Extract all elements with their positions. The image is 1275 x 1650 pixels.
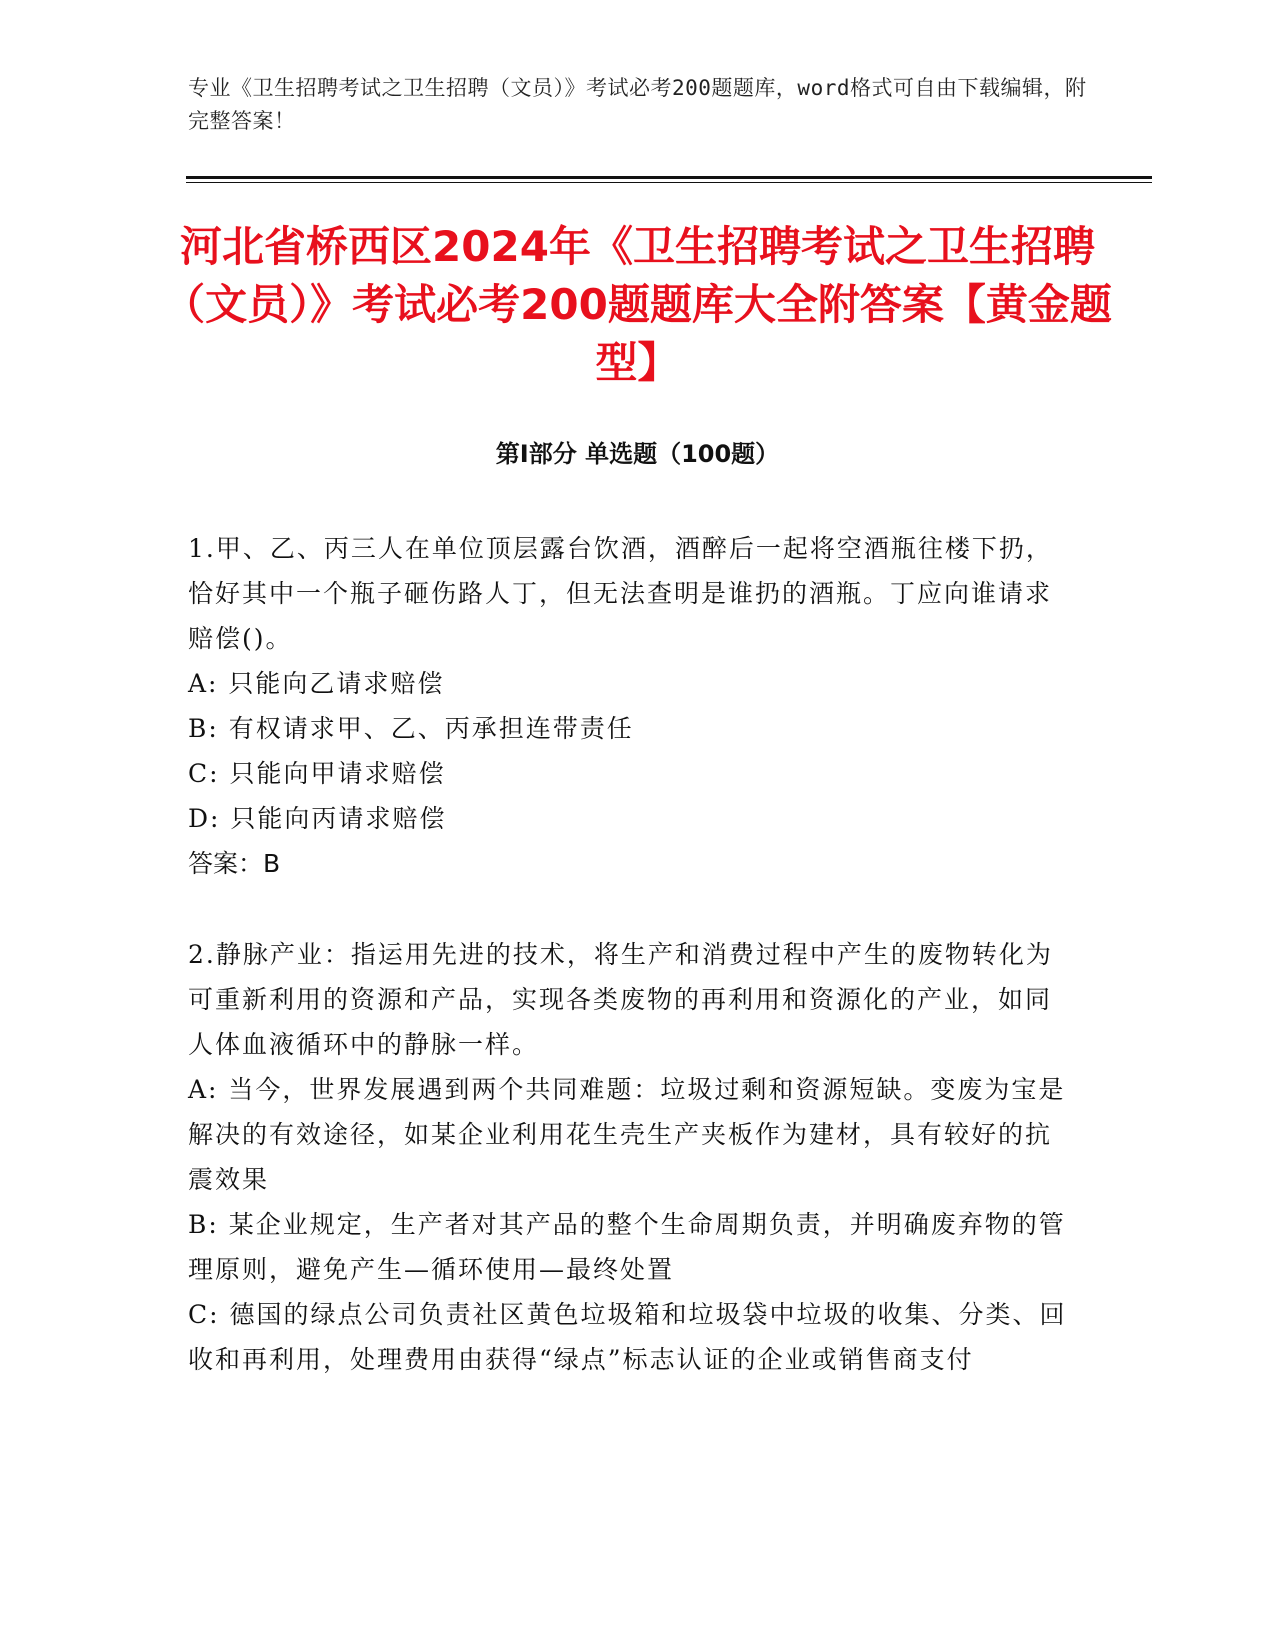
option-a: A: 只能向乙请求赔偿 [188, 669, 445, 698]
header-divider-thin [186, 182, 1152, 183]
document-title: 河北省桥西区2024年《卫生招聘考试之卫生招聘（文员）》考试必考200题题库大全附答案【黄金题型】 [163, 222, 1112, 387]
option-a: A: 当今，世界发展遇到两个共同难题：垃圾过剩和资源短缺。变废为宝是解决的有效途径，如某企业利用花生壳生产夹板作为建材，具有较好的抗震效果 [188, 1075, 1066, 1194]
question-2 [188, 932, 1073, 1382]
answer: 答案：B [188, 849, 281, 878]
question-text: 1.甲、乙、丙三人在单位顶层露台饮酒，酒醉后一起将空酒瓶往楼下扔，恰好其中一个瓶子砸伤路人丁，但无法查明是谁扔的酒瓶。丁应向谁请求赔偿()。 [188, 534, 1053, 653]
header-note: 专业《卫生招聘考试之卫生招聘（文员）》考试必考200题题库，word格式可自由下载编辑，附完整答案！ [188, 76, 1087, 133]
question-1 [188, 526, 1073, 886]
question-list [188, 526, 1073, 1428]
option-d: D: 只能向丙请求赔偿 [188, 804, 447, 833]
option-c: C: 只能向甲请求赔偿 [188, 759, 446, 788]
option-c: C: 德国的绿点公司负责社区黄色垃圾箱和垃圾袋中垃圾的收集、分类、回收和再利用，处理费用由获得“绿点”标志认证的企业或销售商支付 [188, 1300, 1067, 1374]
option-b: B: 某企业规定，生产者对其产品的整个生命周期负责，并明确废弃物的管理原则，避免产生—循环使用—最终处置 [188, 1210, 1066, 1284]
section-title: 第I部分 单选题（100题） [495, 440, 780, 468]
question-text: 2.静脉产业：指运用先进的技术，将生产和消费过程中产生的废物转化为可重新利用的资源和产品，实现各类废物的再利用和资源化的产业，如同人体血液循环中的静脉一样。 [188, 940, 1053, 1059]
header-divider-thick [186, 176, 1152, 179]
option-b: B: 有权请求甲、乙、丙承担连带责任 [188, 714, 634, 743]
